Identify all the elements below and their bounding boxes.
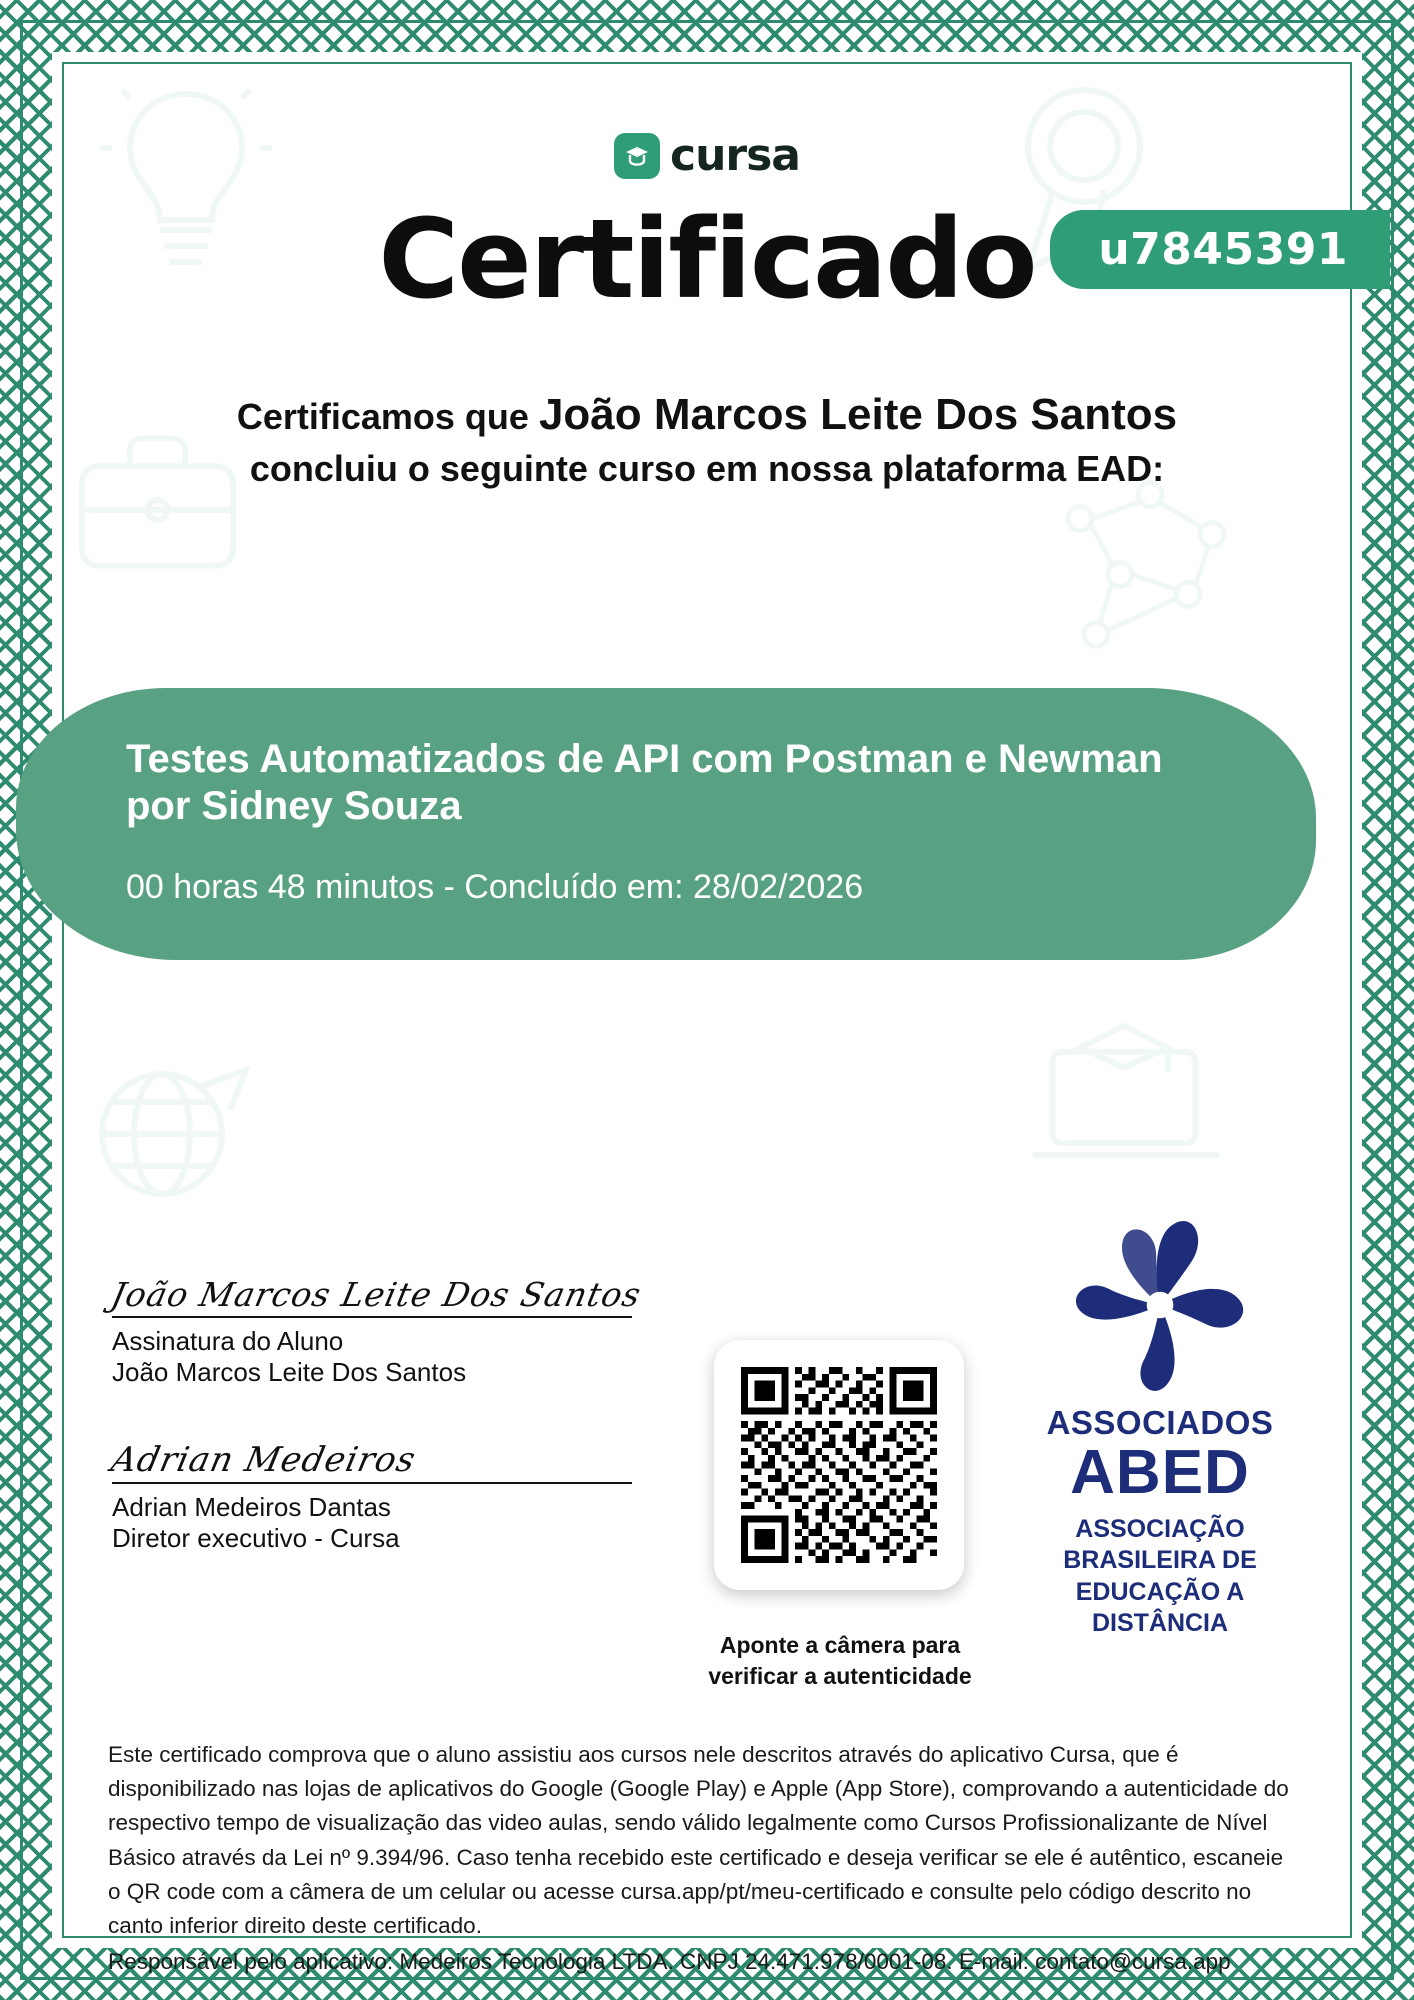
abed-sub-line4: DISTÂNCIA [1091, 1608, 1229, 1637]
qr-caption-line1: Aponte a câmera para [719, 1632, 961, 1658]
abed-block [1020, 1210, 1300, 1639]
course-highlight [16, 688, 1316, 960]
director-signature-block [107, 1440, 642, 1554]
salutation-line2: concluiu o seguinte curso em nossa plataforma EAD: [249, 448, 1165, 489]
salutation [0, 390, 1414, 490]
qr-code-card[interactable] [714, 1340, 964, 1590]
director-name: Adrian Medeiros Dantas [112, 1492, 391, 1522]
footer-paragraph: Este certificado comprova que o aluno assistiu aos cursos nele descritos através do aplicativo Cursa, que é disponibilizado nas lojas de aplicativos do Google (Google Play) e Apple (App Store), comprovando a autenticidade do respectivo tempo de visualização das video aulas, sendo válido legalmente como Cursos Profissionalizante de Nível Básico através da Lei nº 9.394/96. Caso tenha recebido este certificado e deseja verificar se ele é autêntico, escaneie o QR code com a câmera de um celular ou acesse cursa.app/pt/meu-certificado e consulte pelo código descrito no canto inferior direito deste certificado. [108, 1742, 1289, 1938]
abed-acronym: ABED [1070, 1438, 1250, 1507]
student-signature-block [107, 1275, 645, 1388]
abed-sub-line3: EDUCAÇÃO A [1075, 1577, 1245, 1606]
course-duration-completion: 00 horas 48 minutos - Concluído em: 28/02/2026 [126, 868, 864, 907]
student-signature-name: João Marcos Leite Dos Santos [112, 1357, 467, 1387]
salutation-prefix: Certificamos que [236, 396, 529, 437]
signature-rule [112, 1482, 632, 1484]
page-title: Certificado [378, 195, 1036, 323]
qr-caption-line2: verificar a autenticidade [708, 1663, 972, 1690]
course-title: Testes Automatizados de API com Postman e Newman por Sidney Souza [126, 737, 1163, 829]
director-role: Diretor executivo - Cursa [112, 1523, 400, 1553]
abed-associados-label: ASSOCIADOS [1046, 1404, 1274, 1441]
certificate-code-badge: u7845391 [1050, 210, 1390, 289]
qr-caption [690, 1630, 990, 1692]
qr-code-icon[interactable] [741, 1367, 937, 1563]
abed-sub-line1: ASSOCIAÇÃO [1075, 1515, 1245, 1543]
signature-rule [112, 1316, 632, 1318]
student-name: João Marcos Leite Dos Santos [538, 390, 1178, 439]
student-signature-label: Assinatura do Aluno [112, 1326, 344, 1356]
abed-sub-line2: BRASILEIRA DE [1063, 1546, 1257, 1575]
graduation-cap-icon [614, 133, 660, 179]
footer-text [108, 1738, 1298, 1979]
brand-name: cursa [670, 130, 800, 181]
director-signature-script: Adrian Medeiros [107, 1440, 420, 1480]
student-signature-script: João Marcos Leite Dos Santos [107, 1275, 645, 1314]
footer-responsible: Responsável pelo aplicativo: Medeiros Tecnologia LTDA. CNPJ 24.471.978/0001-08. E-mail: contato@cursa.app [108, 1949, 1231, 1975]
brand-logo [0, 130, 1414, 181]
abed-logo-icon [1020, 1210, 1300, 1400]
